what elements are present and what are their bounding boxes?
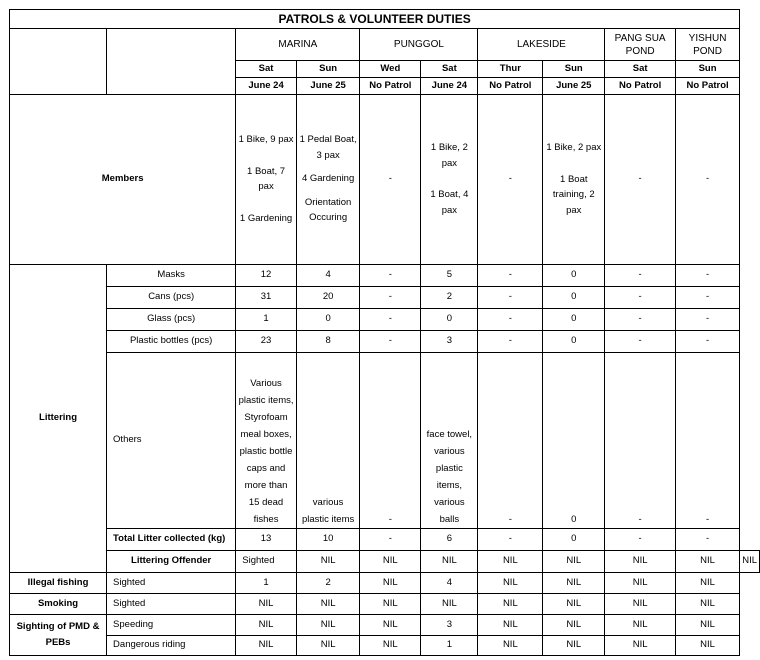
littering-item-label: Others xyxy=(107,352,236,528)
others-cell: - xyxy=(675,352,739,528)
pmd-dangerous-riding-row xyxy=(10,635,760,655)
title-row xyxy=(10,10,760,29)
date-header: No Patrol xyxy=(360,77,421,94)
table-cell: NIL xyxy=(543,614,605,635)
table-cell: 3 xyxy=(421,614,478,635)
row-label: Sighted xyxy=(107,572,236,593)
category-label: Littering Offender xyxy=(107,550,236,572)
table-cell: 0 xyxy=(421,308,478,330)
table-cell: NIL xyxy=(478,614,543,635)
table-cell: 23 xyxy=(236,330,297,352)
members-entry: 1 Bike, 9 pax xyxy=(238,134,294,145)
location-header-lakeside: LAKESIDE xyxy=(478,29,605,61)
table-cell: NIL xyxy=(236,593,297,614)
total-litter-label: Total Litter collected (kg) xyxy=(107,528,236,550)
table-cell: 2 xyxy=(296,572,360,593)
members-cell-pang-sua-sat: - xyxy=(605,94,676,264)
table-cell: NIL xyxy=(478,572,543,593)
row-label: Sighted xyxy=(107,593,236,614)
members-cell-punggol-wed: - xyxy=(360,94,421,264)
others-cell: various plastic items xyxy=(296,352,360,528)
day-header: Thur xyxy=(478,61,543,78)
table-cell: NIL xyxy=(296,593,360,614)
table-cell: 12 xyxy=(236,264,297,286)
table-cell: NIL xyxy=(675,614,739,635)
table-cell: 20 xyxy=(296,286,360,308)
pmd-speeding-row xyxy=(10,614,760,635)
members-label: Members xyxy=(10,94,236,264)
members-cell-punggol-sat xyxy=(421,94,478,264)
littering-item-label: Glass (pcs) xyxy=(107,308,236,330)
table-cell: 4 xyxy=(296,264,360,286)
littering-offender-row xyxy=(10,550,760,572)
table-cell: 2 xyxy=(421,286,478,308)
table-cell: - xyxy=(478,308,543,330)
table-cell: 8 xyxy=(296,330,360,352)
table-cell: NIL xyxy=(478,550,543,572)
smoking-row xyxy=(10,593,760,614)
table-cell: NIL xyxy=(605,635,676,655)
illegal-fishing-row xyxy=(10,572,760,593)
table-cell: - xyxy=(360,330,421,352)
others-cell: face towel, various plastic items, various balls xyxy=(421,352,478,528)
duty-report-sheet xyxy=(9,9,760,656)
table-cell: - xyxy=(675,308,739,330)
members-entry: 1 Gardening xyxy=(239,212,293,224)
table-cell: NIL xyxy=(236,635,297,655)
table-cell: 0 xyxy=(543,286,605,308)
members-entry: 1 Boat training, 2 pax xyxy=(552,173,595,216)
littering-row-cans xyxy=(10,286,760,308)
table-cell: NIL xyxy=(360,550,421,572)
table-cell: - xyxy=(605,528,676,550)
table-cell: NIL xyxy=(675,572,739,593)
row-label: Sighted xyxy=(236,550,297,572)
table-cell: NIL xyxy=(605,614,676,635)
table-cell: - xyxy=(478,286,543,308)
date-header: No Patrol xyxy=(675,77,739,94)
table-title: PATROLS & VOLUNTEER DUTIES xyxy=(10,10,740,29)
members-cell-marina-sun xyxy=(296,94,360,264)
category-label: Sighting of PMD & PEBs xyxy=(10,614,107,655)
littering-row-plastic-bottles xyxy=(10,330,760,352)
table-cell: NIL xyxy=(360,635,421,655)
table-cell: 0 xyxy=(543,330,605,352)
category-label: Illegal fishing xyxy=(10,572,107,593)
table-cell: - xyxy=(360,308,421,330)
day-header: Sun xyxy=(543,61,605,78)
table-cell: 0 xyxy=(296,308,360,330)
table-cell: NIL xyxy=(675,593,739,614)
location-header-yishun-pond: YISHUN POND xyxy=(675,29,739,61)
table-cell: NIL xyxy=(543,572,605,593)
table-cell: - xyxy=(360,286,421,308)
row-label: Speeding xyxy=(107,614,236,635)
members-cell-yishun-sun: - xyxy=(675,94,739,264)
date-header: No Patrol xyxy=(605,77,676,94)
table-cell: - xyxy=(675,264,739,286)
table-cell: 0 xyxy=(543,308,605,330)
table-cell: - xyxy=(478,330,543,352)
table-cell: 1 xyxy=(236,572,297,593)
day-header: Wed xyxy=(360,61,421,78)
table-cell: NIL xyxy=(740,550,760,572)
table-cell: NIL xyxy=(605,550,676,572)
location-header-row xyxy=(10,29,760,61)
location-header-marina: MARINA xyxy=(236,29,360,61)
littering-row-total xyxy=(10,528,760,550)
table-cell: - xyxy=(675,528,739,550)
date-header: June 24 xyxy=(236,77,297,94)
table-cell: - xyxy=(478,528,543,550)
table-cell: NIL xyxy=(360,593,421,614)
patrols-table xyxy=(9,9,760,656)
members-entry: 1 Boat, 7 pax xyxy=(247,165,286,192)
table-cell: 3 xyxy=(421,330,478,352)
date-header: June 24 xyxy=(421,77,478,94)
littering-row-masks xyxy=(10,264,760,286)
table-cell: NIL xyxy=(605,593,676,614)
day-header: Sun xyxy=(675,61,739,78)
table-cell: - xyxy=(360,528,421,550)
table-cell: 5 xyxy=(421,264,478,286)
littering-category-label: Littering xyxy=(10,264,107,572)
row-label: Dangerous riding xyxy=(107,635,236,655)
table-cell: NIL xyxy=(478,635,543,655)
littering-item-label: Masks xyxy=(107,264,236,286)
table-cell: - xyxy=(605,286,676,308)
table-cell: 0 xyxy=(543,528,605,550)
day-header: Sat xyxy=(236,61,297,78)
table-cell: - xyxy=(605,264,676,286)
table-cell: NIL xyxy=(296,550,360,572)
members-cell-marina-sat xyxy=(236,94,297,264)
littering-item-label: Plastic bottles (pcs) xyxy=(107,330,236,352)
category-label: Smoking xyxy=(10,593,107,614)
table-cell: - xyxy=(675,330,739,352)
day-header: Sat xyxy=(421,61,478,78)
table-cell: NIL xyxy=(421,593,478,614)
members-entry: 1 Pedal Boat, 3 pax xyxy=(299,134,357,161)
members-entry: 1 Bike, 2 pax xyxy=(430,142,468,169)
corner-cell-left xyxy=(10,29,107,95)
table-cell: NIL xyxy=(543,635,605,655)
day-header: Sun xyxy=(296,61,360,78)
date-header: No Patrol xyxy=(478,77,543,94)
table-cell: 1 xyxy=(421,635,478,655)
date-header: June 25 xyxy=(543,77,605,94)
table-cell: NIL xyxy=(605,572,676,593)
table-cell: NIL xyxy=(296,635,360,655)
table-cell: - xyxy=(605,330,676,352)
members-cell-lakeside-thur: - xyxy=(478,94,543,264)
table-cell: NIL xyxy=(296,614,360,635)
members-entry: 1 Bike, 2 pax xyxy=(546,142,602,153)
littering-row-others xyxy=(10,352,760,528)
table-cell: NIL xyxy=(543,550,605,572)
table-cell: NIL xyxy=(675,635,739,655)
table-cell: 0 xyxy=(543,264,605,286)
others-cell: - xyxy=(360,352,421,528)
members-entry: Orientation Occuring xyxy=(304,196,352,224)
location-header-punggol: PUNGGOL xyxy=(360,29,478,61)
date-header: June 25 xyxy=(296,77,360,94)
littering-row-glass xyxy=(10,308,760,330)
members-row xyxy=(10,94,760,264)
table-cell: - xyxy=(360,264,421,286)
members-cell-lakeside-sun xyxy=(543,94,605,264)
others-cell: - xyxy=(478,352,543,528)
members-entry: 1 Boat, 4 pax xyxy=(430,189,469,216)
day-header: Sat xyxy=(605,61,676,78)
table-cell: NIL xyxy=(421,550,478,572)
table-cell: NIL xyxy=(478,593,543,614)
table-cell: NIL xyxy=(360,572,421,593)
littering-item-label: Cans (pcs) xyxy=(107,286,236,308)
location-header-pang-sua-pond: PANG SUA POND xyxy=(605,29,676,61)
table-cell: 13 xyxy=(236,528,297,550)
table-cell: - xyxy=(478,264,543,286)
table-cell: 31 xyxy=(236,286,297,308)
table-cell: 1 xyxy=(236,308,297,330)
others-cell: - xyxy=(605,352,676,528)
table-cell: NIL xyxy=(675,550,739,572)
members-entry: 4 Gardening xyxy=(301,173,355,185)
table-cell: NIL xyxy=(543,593,605,614)
others-cell: Various plastic items, Styrofoam meal boxes, plastic bottle caps and more than 15 dead fishes xyxy=(236,352,297,528)
table-cell: - xyxy=(675,286,739,308)
table-cell: - xyxy=(605,308,676,330)
table-cell: 10 xyxy=(296,528,360,550)
table-cell: NIL xyxy=(236,614,297,635)
table-cell: NIL xyxy=(360,614,421,635)
table-cell: 6 xyxy=(421,528,478,550)
others-cell: 0 xyxy=(543,352,605,528)
table-cell: 4 xyxy=(421,572,478,593)
corner-cell-right xyxy=(107,29,236,95)
